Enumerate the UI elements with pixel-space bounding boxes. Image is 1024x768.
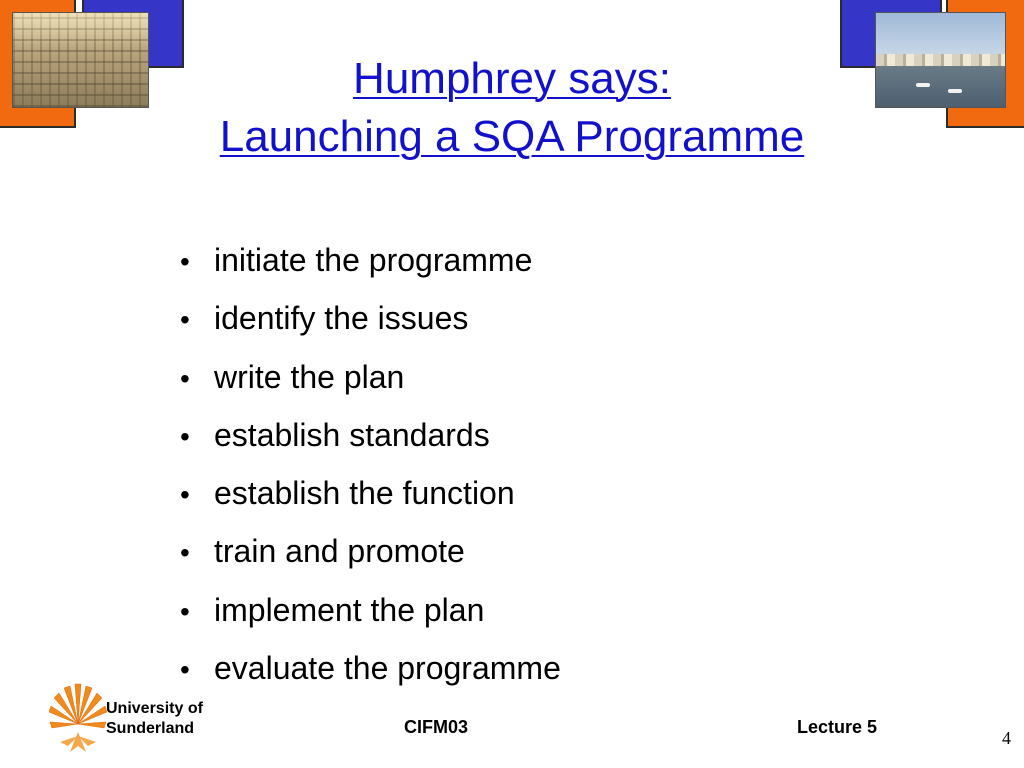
bullet-glyph: • [180, 420, 190, 452]
list-item [180, 290, 561, 348]
slide-title-line-1: Humphrey says: [353, 54, 671, 103]
page-number: 4 [1002, 728, 1011, 748]
slide-title [0, 50, 1024, 166]
list-item-text: identify the issues [214, 300, 469, 337]
university-name [106, 699, 203, 739]
list-item-text: initiate the programme [214, 242, 533, 278]
sunderland-sunburst-logo-icon [48, 680, 108, 756]
bullet-glyph: • [180, 246, 190, 277]
bullet-glyph: • [180, 362, 190, 394]
list-item-text: write the plan [214, 358, 405, 395]
list-item [180, 407, 561, 465]
list-item-text: establish standards [214, 416, 490, 453]
university-name-line-2: Sunderland [106, 720, 195, 737]
course-code: CIFM03 [404, 717, 469, 737]
list-item [180, 349, 561, 407]
list-item-text: evaluate the programme [214, 650, 561, 687]
bullet-glyph: • [180, 537, 190, 569]
list-item [180, 465, 561, 523]
list-item-text: implement the plan [214, 591, 485, 628]
university-name-line-1: University of [106, 700, 203, 717]
slide-title-line-2: Launching a SQA Programme [219, 112, 805, 161]
list-item-text: train and promote [214, 533, 465, 570]
bullet-glyph: • [180, 654, 190, 686]
list-item [180, 640, 561, 698]
list-item [180, 582, 561, 640]
bullet-list [180, 232, 561, 698]
list-item [180, 232, 561, 290]
lecture-label: Lecture 5 [797, 717, 878, 737]
bullet-glyph: • [180, 595, 190, 627]
bullet-glyph: • [180, 304, 190, 336]
bullet-glyph: • [180, 479, 190, 511]
list-item [180, 523, 561, 581]
list-item-text: establish the function [214, 475, 515, 512]
